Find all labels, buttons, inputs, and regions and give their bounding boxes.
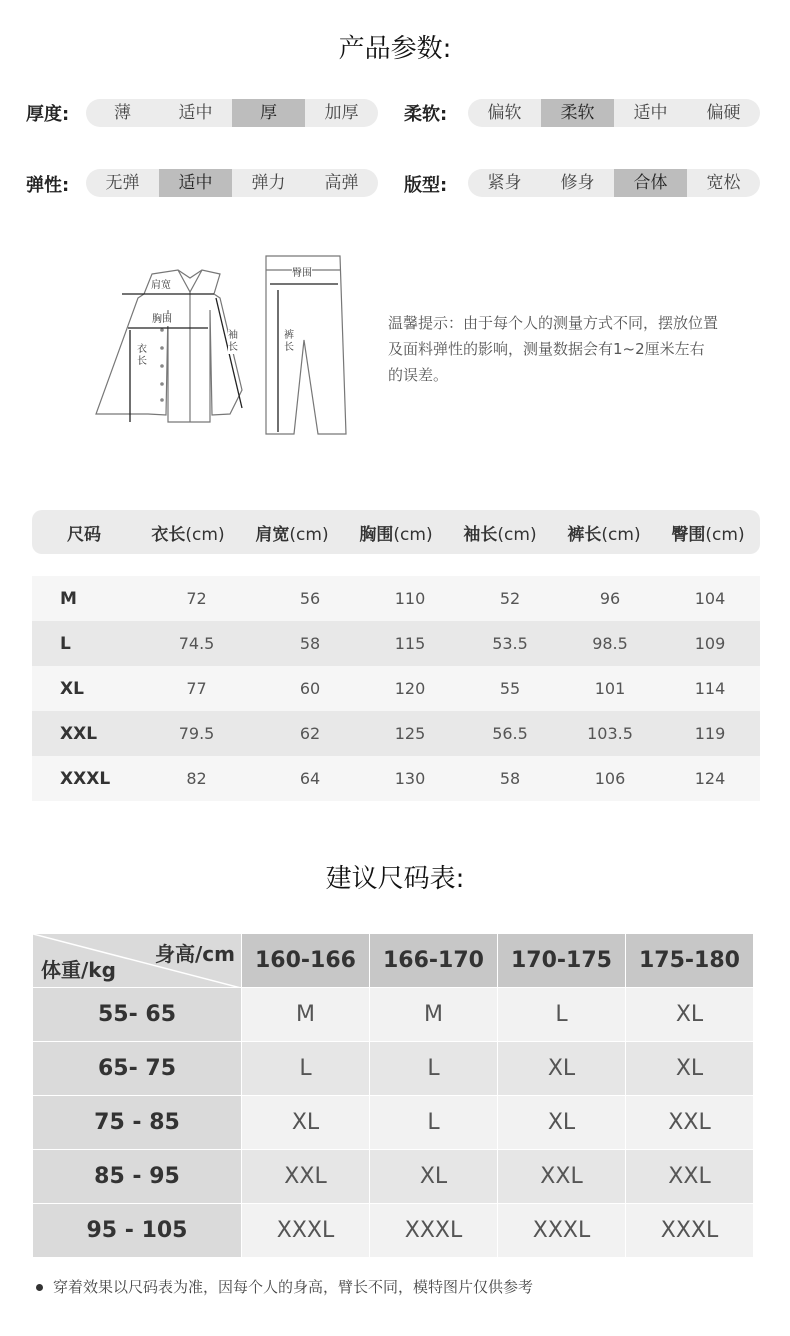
measurement-tip: 温馨提示：由于每个人的测量方式不同，摆放位置及面料弹性的影响，测量数据会有1~2厘米左右的误差。 xyxy=(388,314,719,384)
softness-options xyxy=(468,99,760,127)
recommend-row xyxy=(33,988,754,1042)
height-header: 166-170 xyxy=(370,934,498,988)
softness-option-selected: 柔软 xyxy=(541,99,614,127)
pants-measure-lines xyxy=(270,284,338,432)
size-header: 尺码 xyxy=(67,524,101,545)
thickness-label: 厚度: xyxy=(26,104,70,125)
shoulder-label: 肩宽 xyxy=(151,280,171,291)
size-row: M 72 56 110 52 96 104 xyxy=(32,576,760,621)
size-cell: L xyxy=(370,1096,498,1150)
recommend-corner xyxy=(33,934,242,988)
recommend-row xyxy=(33,1096,754,1150)
height-header: 160-166 xyxy=(242,934,370,988)
elasticity-option-selected: 适中 xyxy=(159,169,232,197)
sleeve-label: 袖长 xyxy=(228,330,238,353)
size-cell: XL xyxy=(498,1096,626,1150)
weight-cell: 55- 65 xyxy=(33,988,242,1042)
length-label: 衣长 xyxy=(137,344,147,367)
recommend-row xyxy=(33,1150,754,1204)
weight-cell: 85 - 95 xyxy=(33,1150,242,1204)
size-cell: XXL xyxy=(626,1096,754,1150)
shirt-outline xyxy=(96,270,242,422)
weight-cell: 65- 75 xyxy=(33,1042,242,1096)
thickness-options xyxy=(86,99,378,127)
recommend-row xyxy=(33,1042,754,1096)
recommend-table xyxy=(32,933,754,1258)
fit-option-selected: 合体 xyxy=(614,169,687,197)
elasticity-option: 高弹 xyxy=(324,173,359,193)
size-cell: M xyxy=(370,988,498,1042)
size-cell: XL xyxy=(370,1150,498,1204)
hip-header: 臀围(cm) xyxy=(671,524,745,545)
length-header: 衣长(cm) xyxy=(151,524,225,545)
size-row: L 74.5 58 115 53.5 98.5 109 xyxy=(32,621,760,666)
size-cell: XXL xyxy=(626,1150,754,1204)
shoulder-header: 肩宽(cm) xyxy=(255,524,329,545)
fit-option: 修身 xyxy=(560,173,595,193)
pants-length-header: 裤长(cm) xyxy=(567,524,641,545)
size-row: XL 77 60 120 55 101 114 xyxy=(32,666,760,711)
recommend-row xyxy=(33,1204,754,1258)
size-table-header xyxy=(32,510,760,554)
elasticity-option: 弹力 xyxy=(251,173,286,193)
height-header: 175-180 xyxy=(626,934,754,988)
thickness-option: 加厚 xyxy=(324,103,359,123)
softness-option: 偏软 xyxy=(487,103,522,123)
pants-length-label: 裤长 xyxy=(284,330,294,353)
size-row: XXXL 82 64 130 58 106 124 xyxy=(32,756,760,801)
recommend-title: 建议尺码表: xyxy=(325,864,465,894)
height-header: 170-175 xyxy=(498,934,626,988)
weight-axis-label: 体重/kg xyxy=(41,958,116,982)
fit-note-text: 穿着效果以尺码表为准，因每个人的身高，臂长不同，模特图片仅供参考 xyxy=(53,1278,534,1296)
size-cell: XXXL xyxy=(242,1204,370,1258)
softness-option: 适中 xyxy=(633,103,668,123)
height-axis-label: 身高/cm xyxy=(155,942,235,966)
weight-cell: 75 - 85 xyxy=(33,1096,242,1150)
size-cell: L xyxy=(498,988,626,1042)
elasticity-options xyxy=(86,169,378,197)
params-title: 产品参数: xyxy=(338,34,452,64)
bullet-icon xyxy=(36,1284,43,1291)
fit-option: 紧身 xyxy=(487,173,522,193)
weight-cell: 95 - 105 xyxy=(33,1204,242,1258)
thickness-option-selected: 厚 xyxy=(232,99,305,127)
size-cell: XL xyxy=(242,1096,370,1150)
size-cell: XL xyxy=(626,988,754,1042)
hip-label: 臀围 xyxy=(292,268,312,279)
elasticity-option: 无弹 xyxy=(105,173,140,193)
size-cell: L xyxy=(370,1042,498,1096)
fit-label: 版型: xyxy=(404,175,448,196)
size-cell: XL xyxy=(626,1042,754,1096)
elasticity-label: 弹性: xyxy=(26,175,70,196)
thickness-option: 薄 xyxy=(114,103,131,123)
size-cell: L xyxy=(242,1042,370,1096)
measurement-diagram xyxy=(90,250,360,440)
size-row: XXL 79.5 62 125 56.5 103.5 119 xyxy=(32,711,760,756)
thickness-option: 适中 xyxy=(178,103,213,123)
size-cell: XXL xyxy=(498,1150,626,1204)
sleeve-header: 袖长(cm) xyxy=(463,524,537,545)
softness-label: 柔软: xyxy=(404,104,448,125)
fit-note xyxy=(36,1276,533,1297)
size-cell: XXXL xyxy=(498,1204,626,1258)
size-cell: M xyxy=(242,988,370,1042)
chest-header: 胸围(cm) xyxy=(359,524,433,545)
softness-option: 偏硬 xyxy=(706,103,741,123)
fit-option: 宽松 xyxy=(706,173,741,193)
size-cell: XL xyxy=(498,1042,626,1096)
chest-label: 胸围 xyxy=(152,314,172,325)
shirt-buttons xyxy=(160,328,164,402)
size-cell: XXXL xyxy=(370,1204,498,1258)
size-cell: XXXL xyxy=(626,1204,754,1258)
fit-options xyxy=(468,169,760,197)
size-cell: XXL xyxy=(242,1150,370,1204)
